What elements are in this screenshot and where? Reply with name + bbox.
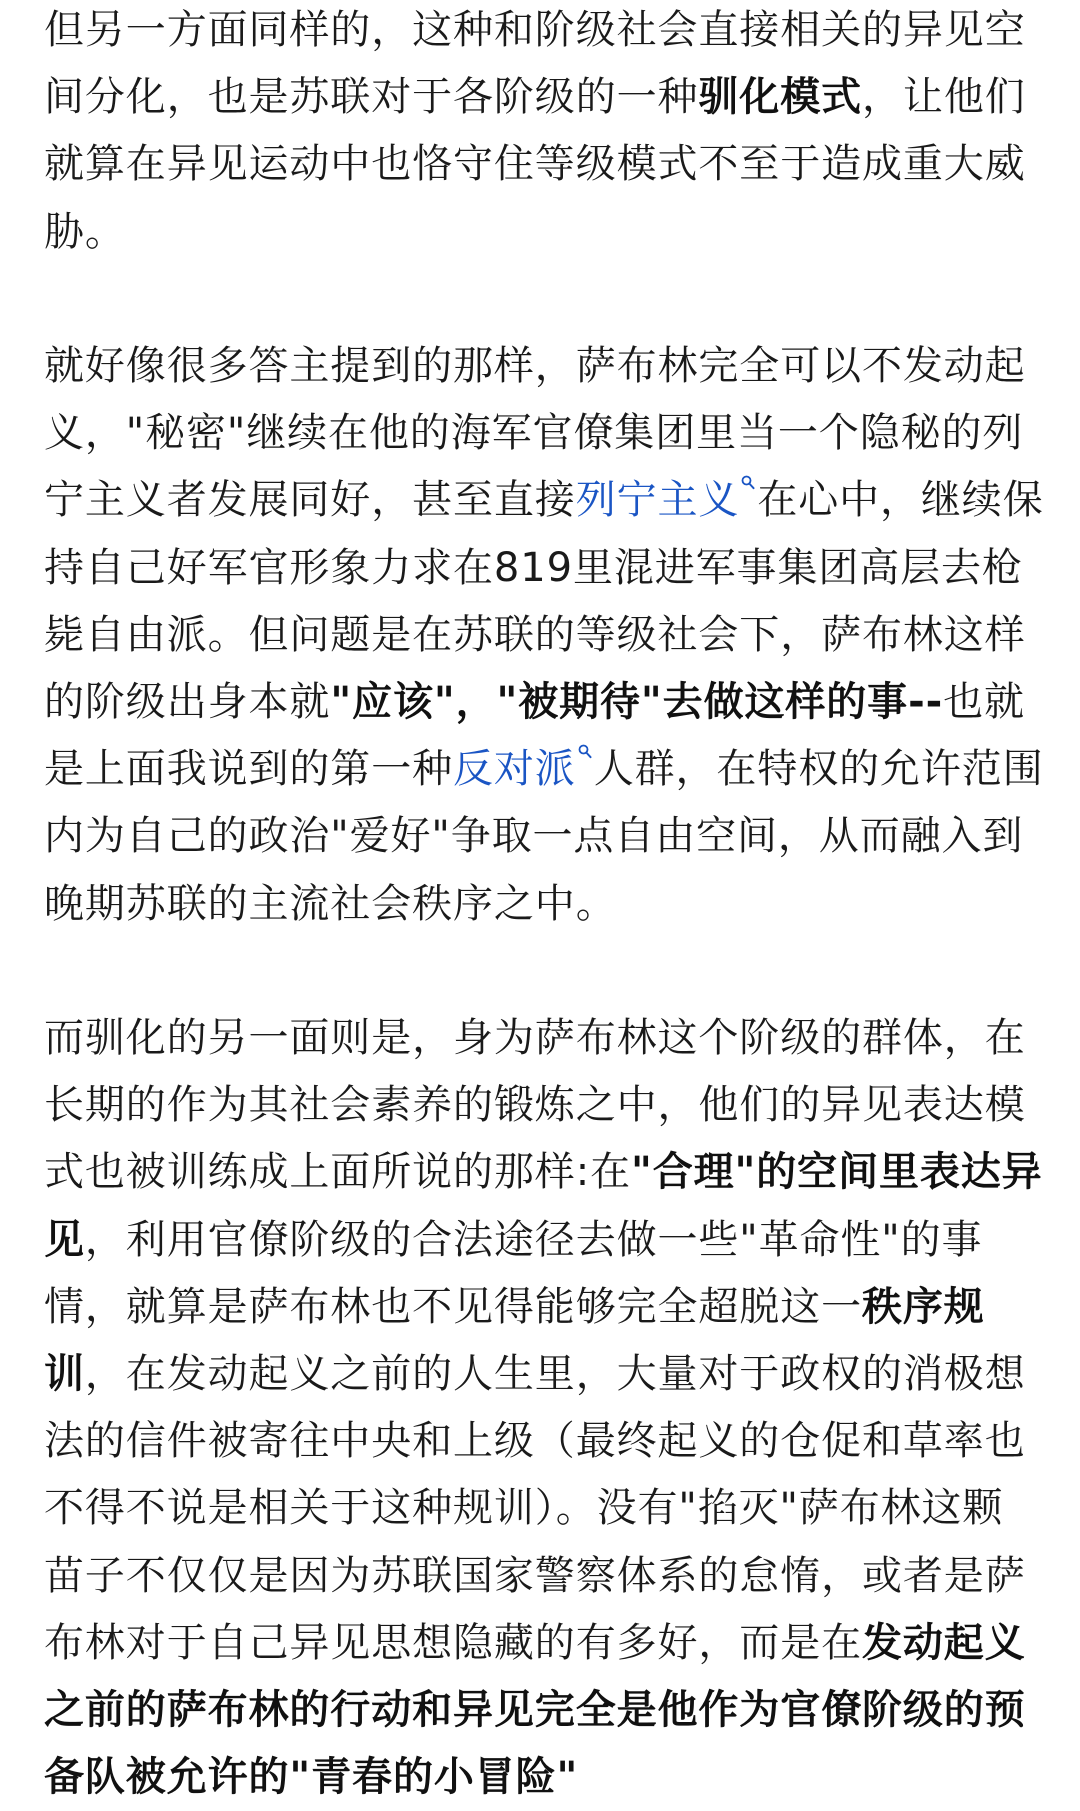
p1-bold-domestication-mode: 驯化模式	[698, 74, 863, 121]
search-icon[interactable]	[741, 475, 755, 491]
p1-text-2: ，让他们就算在异见运动中也恪守住等级模式不至于造成重大威胁。	[44, 74, 1026, 255]
paragraph-1	[44, 0, 1044, 266]
paragraph-2	[44, 333, 1044, 938]
link-leninism[interactable]: 列宁主义	[575, 477, 740, 524]
p2-text-4: 人群，在特权的允许范围内为自己的政治"爱好"争取一点自由空间，从而融入到晚期苏联的主流社会秩序之中。	[44, 746, 1044, 927]
search-icon[interactable]	[578, 744, 592, 760]
article-body	[44, 0, 1044, 1811]
p1-text-1: 但另一方面同样的，这种和阶级社会直接相关的异见空间分化，也是苏联对于各阶级的一种	[44, 7, 1026, 121]
p2-text-2: 在心中，继续保持自己好军官形象力求在819里混进军事集团高层去枪毙自由派。但问题是在苏联的等级社会下，萨布林这样的阶级出身本就	[44, 477, 1044, 726]
p2-text-3: 也就是上面我说到的第一种	[44, 679, 1025, 793]
p2-bold-expected: "应该"，"被期待"去做这样的事--	[330, 679, 944, 726]
p3-text-2: ，利用官僚阶级的合法途径去做一些"革命性"的事情，就算是萨布林也不见得能够完全超脱这一	[44, 1216, 983, 1330]
p3-bold-order-discipline: 秩序规训	[44, 1283, 985, 1398]
p2-text-1: 就好像很多答主提到的那样，萨布林完全可以不发动起义，"秘密"继续在他的海军官僚集团里当一个隐秘的列宁主义者发展同好，甚至直接	[44, 343, 1026, 524]
p3-bold-reasonable-space: "合理"的空间里表达异见	[44, 1149, 1043, 1263]
paragraph-3	[44, 1005, 1044, 1811]
p3-bold-youthful-adventure: 发动起义之前的萨布林的行动和异见完全是他作为官僚阶级的预备队被允许的"青春的小冒险"	[44, 1619, 1026, 1801]
link-opposition[interactable]: 反对派	[453, 746, 576, 793]
p3-text-1: 而驯化的另一面则是，身为萨布林这个阶级的群体，在长期的作为其社会素养的锻炼之中，他们的异见表达模式也被训练成上面所说的那样:在	[44, 1015, 1026, 1196]
p3-text-3: ，在发动起义之前的人生里，大量对于政权的消极想法的信件被寄往中央和上级（最终起义的仓促和草率也不得不说是相关于这种规训）。没有"掐灭"萨布林这颗苗子不仅仅是因为苏联国家警察体系的怠惰，或者是萨布林对于自己异见思想隐藏的有多好，而是在	[44, 1351, 1026, 1666]
